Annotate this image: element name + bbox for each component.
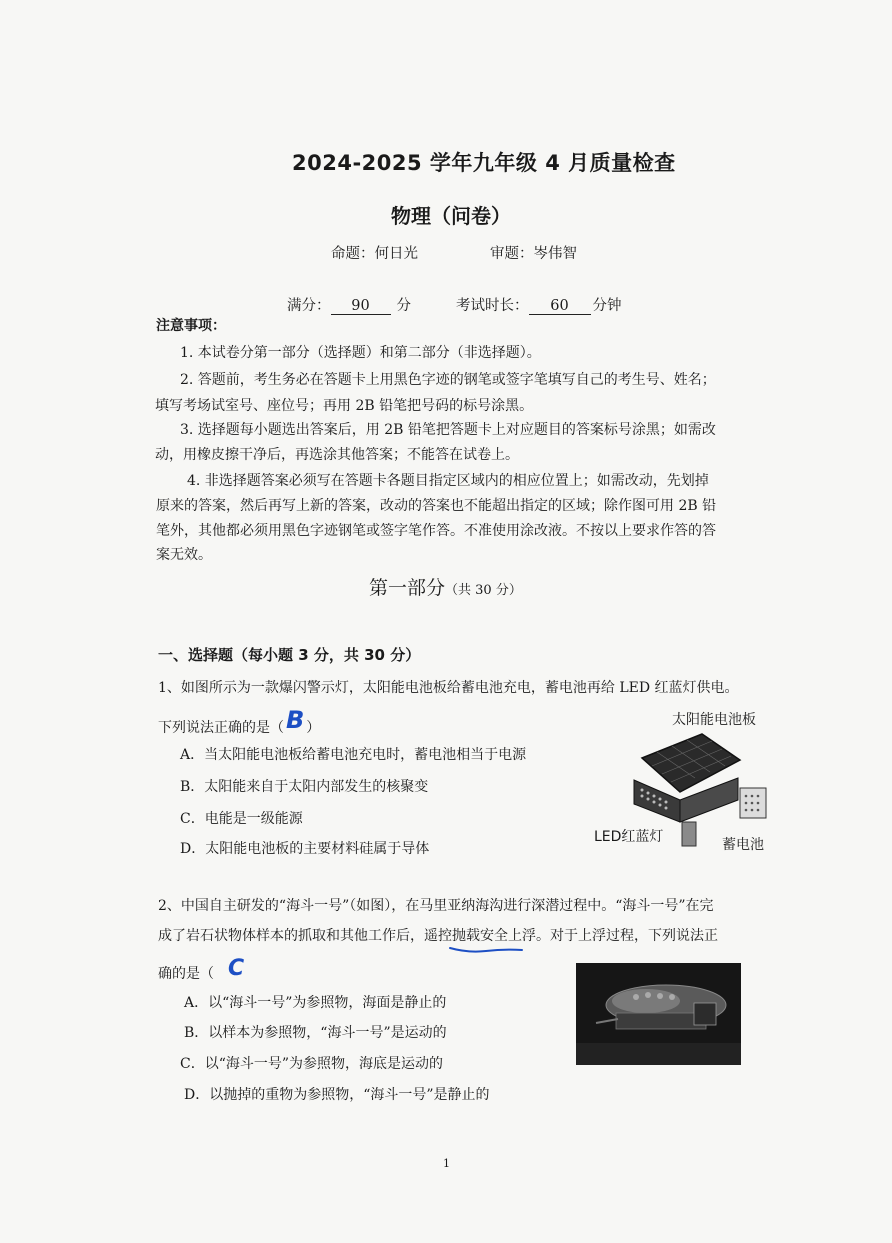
q2-stem-text-a: 成了岩石状物体样本的抓取和其他工作后，遥控 — [158, 928, 452, 944]
note-line: 2. 答题前，考生务必在答题卡上用黑色字迹的钢笔或签字笔填写自己的考生号、姓名； — [180, 372, 716, 388]
q1-option-c: C．电能是一级能源 — [180, 811, 303, 827]
part-one-title — [369, 573, 522, 600]
reviewer: 审题：岑伟智 — [490, 246, 577, 262]
q2-stem-text-c: 。对于上浮过程，下列说法正 — [536, 928, 718, 944]
score-unit: 分 — [396, 298, 411, 314]
q1-stem-close: ） — [306, 720, 321, 736]
figure-label-led: LED红蓝灯 — [594, 829, 664, 845]
q2-stem-line2 — [158, 929, 718, 943]
part-one-label: 第一部分 — [369, 577, 446, 599]
q1-option-a: A．当太阳能电池板给蓄电池充电时，蓄电池相当于电源 — [180, 747, 527, 763]
q2-option-c: C．以“海斗一号”为参照物，海底是运动的 — [180, 1056, 444, 1072]
q2-stem-line1: 2、中国自主研发的“海斗一号”（如图），在马里亚纳海沟进行深潜过程中。“海斗一号”在完 — [158, 898, 714, 914]
note-line: 原来的答案，然后再写上新的答案，改动的答案也不能超出指定的区域；除作图可用 2B 铅 — [156, 498, 717, 514]
exam-subtitle: 物理（问卷） — [391, 204, 511, 228]
note-line: 案无效。 — [156, 547, 212, 563]
proposer: 命题：何日光 — [331, 246, 418, 262]
note-line: 3. 选择题每小题选出答案后，用 2B 铅笔把答题卡上对应题目的答案标号涂黑；如需改 — [180, 422, 716, 438]
q1-handwritten-answer: B — [286, 706, 305, 734]
part-one-points: （共 30 分） — [445, 583, 522, 598]
q2-option-b: B．以样本为参照物，“海斗一号”是运动的 — [184, 1025, 447, 1041]
handwritten-underline — [448, 945, 524, 955]
q2-underlined-text: 抛载安全上浮 — [452, 928, 536, 944]
q1-stem-line1: 1、如图所示为一款爆闪警示灯，太阳能电池板给蓄电池充电，蓄电池再给 LED 红蓝灯供电。 — [158, 680, 739, 696]
time-value: 60 — [529, 298, 591, 315]
note-line: 4. 非选择题答案必须写在答题卡各题目指定区域内的相应位置上；如需改动，先划掉 — [187, 473, 709, 489]
score-label: 满分： — [287, 298, 331, 314]
q1-stem-text: 下列说法正确的是（ — [158, 720, 284, 736]
page-number: 1 — [443, 1157, 450, 1170]
q2-stem-line3 — [158, 956, 245, 983]
note-line: 1. 本试卷分第一部分（选择题）和第二部分（非选择题）。 — [180, 345, 541, 361]
q1-option-d: D．太阳能电池板的主要材料硅属于导体 — [180, 841, 430, 857]
time-unit: 分钟 — [592, 298, 622, 314]
q2-option-d: D．以抛掉的重物为参照物，“海斗一号”是静止的 — [184, 1087, 490, 1103]
q1-option-b: B．太阳能来自于太阳内部发生的核聚变 — [180, 779, 429, 795]
q2-underlined-phrase — [452, 929, 536, 943]
section-one-title: 一、选择题（每小题 3 分，共 30 分） — [158, 646, 421, 664]
note-line: 动，用橡皮擦干净后，再选涂其他答案；不能答在试卷上。 — [155, 447, 519, 463]
notes-heading: 注意事项： — [156, 318, 226, 334]
note-line: 填写考场试室号、座位号；再用 2B 铅笔把号码的标号涂黑。 — [155, 398, 534, 414]
figure-label-solar-panel: 太阳能电池板 — [672, 712, 756, 728]
exam-title: 2024-2025 学年九年级 4 月质量检查 — [292, 151, 676, 175]
note-line: 笔外，其他都必须用黑色字迹钢笔或签字笔作答。不准使用涂改液。不按以上要求作答的答 — [156, 523, 716, 539]
submersible-photo — [576, 963, 741, 1065]
figure-label-battery: 蓄电池 — [722, 837, 764, 853]
q2-option-a: A．以“海斗一号”为参照物，海面是静止的 — [184, 995, 447, 1011]
time-label: 考试时长： — [456, 298, 529, 314]
q2-handwritten-answer: C — [228, 956, 245, 981]
q1-stem-line2 — [158, 706, 321, 736]
score-value: 90 — [331, 298, 391, 315]
exam-duration — [456, 294, 622, 315]
q2-stem-text: 确的是（ — [158, 966, 214, 982]
full-score — [287, 294, 411, 315]
